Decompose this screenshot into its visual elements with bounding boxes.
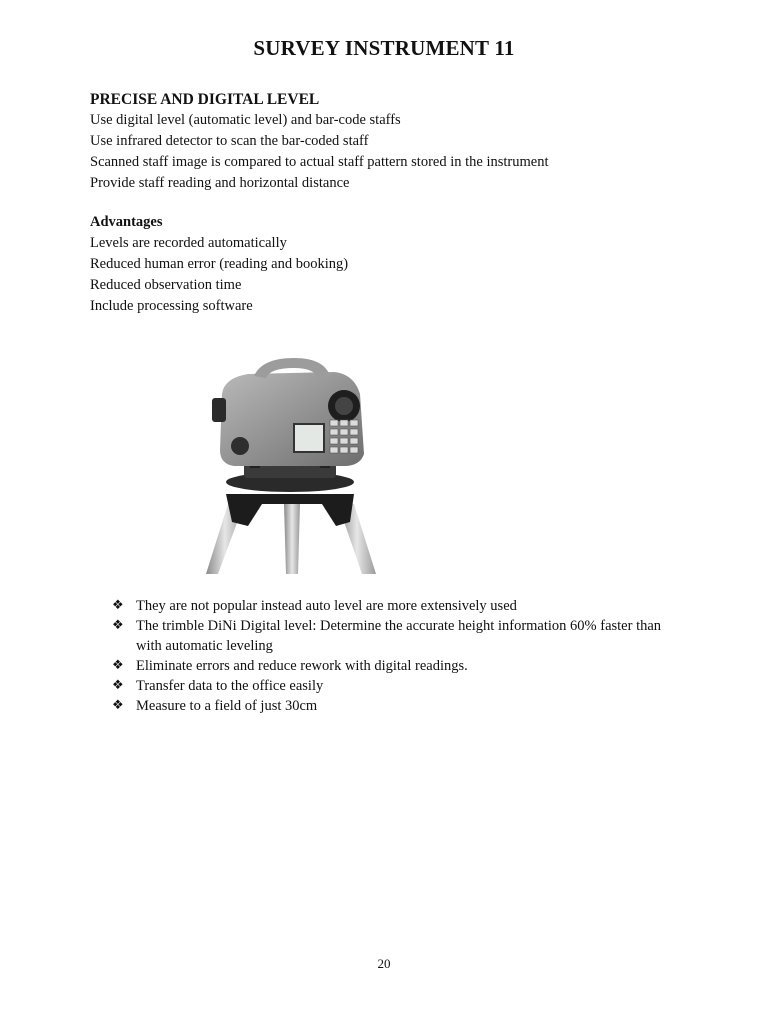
- list-item: ❖ They are not popular instead auto level are more extensively used: [112, 598, 517, 614]
- diamond-bullet-icon: ❖: [112, 598, 124, 613]
- text-line: Use infrared detector to scan the bar-coded staff: [90, 133, 369, 149]
- feature-bullet-list: [112, 596, 672, 716]
- digital-level-photo: [204, 354, 380, 574]
- list-item: ❖ Transfer data to the office easily: [112, 678, 324, 694]
- diamond-bullet-icon: ❖: [112, 658, 124, 673]
- section-digital-level: [90, 89, 549, 194]
- text-line: Include processing software: [90, 298, 253, 314]
- diamond-bullet-icon: ❖: [112, 618, 124, 633]
- page-title: SURVEY INSTRUMENT 11: [253, 36, 515, 60]
- text-line: Scanned staff image is compared to actual staff pattern stored in the instrument: [90, 154, 549, 170]
- list-item: ❖ Measure to a field of just 30cm: [112, 698, 318, 714]
- diamond-bullet-icon: ❖: [112, 698, 124, 713]
- text-line: Provide staff reading and horizontal distance: [90, 175, 350, 191]
- text-line: Use digital level (automatic level) and bar-code staffs: [90, 112, 401, 128]
- page-number: 20: [377, 956, 391, 971]
- list-item: ❖ The trimble DiNi Digital level: Determine the accurate height information 60% faster than with automatic leveling: [112, 618, 662, 654]
- section-advantages: [90, 212, 348, 317]
- diamond-bullet-icon: ❖: [112, 678, 124, 693]
- section-heading: PRECISE AND DIGITAL LEVEL: [90, 91, 320, 108]
- section-heading: Advantages: [90, 214, 163, 230]
- text-line: Levels are recorded automatically: [90, 235, 287, 251]
- text-line: Reduced human error (reading and booking): [90, 256, 349, 272]
- text-line: Reduced observation time: [90, 277, 242, 293]
- list-item: ❖ Eliminate errors and reduce rework with digital readings.: [112, 658, 468, 674]
